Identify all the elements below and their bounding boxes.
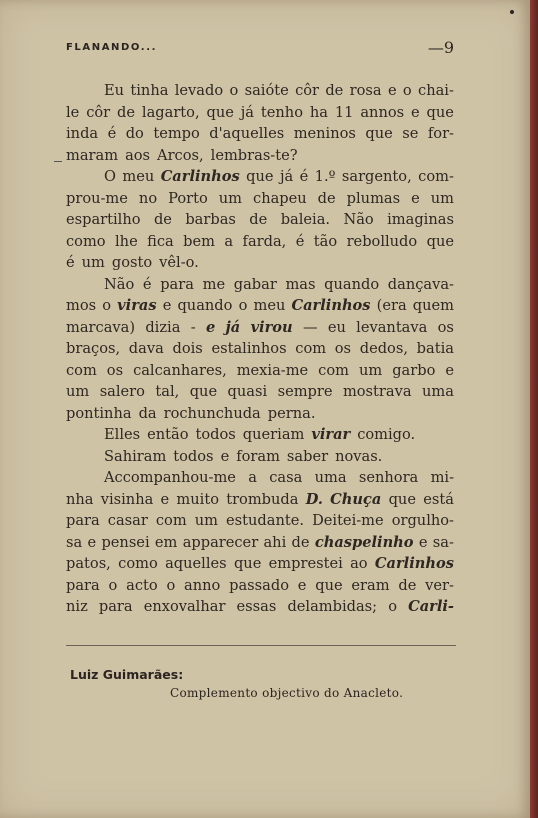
word: a xyxy=(224,232,234,250)
text-line xyxy=(66,274,454,296)
word: mostrava xyxy=(342,383,412,400)
word: le xyxy=(66,103,80,121)
word: e xyxy=(445,361,454,379)
word: anno xyxy=(184,576,221,594)
word: queriam xyxy=(242,426,305,443)
text-line xyxy=(66,403,454,425)
word: quasi xyxy=(227,383,268,400)
word: que xyxy=(246,168,274,185)
word: sempre xyxy=(277,383,333,400)
text-line xyxy=(66,467,454,489)
word: tenho xyxy=(260,103,303,121)
word: foram xyxy=(236,447,280,465)
word: saióte xyxy=(244,82,289,99)
word: patos, xyxy=(66,555,111,572)
word: Não xyxy=(104,275,135,293)
word: quando xyxy=(177,297,233,314)
word: o xyxy=(388,598,397,615)
text-line xyxy=(66,295,454,317)
word: Carlinhos xyxy=(160,168,240,185)
word: côr xyxy=(295,82,320,99)
word: com xyxy=(318,361,349,379)
word: Carli- xyxy=(408,598,454,615)
word: levado xyxy=(174,82,224,99)
word: para xyxy=(66,576,100,594)
word: baleia. xyxy=(280,211,331,228)
text-line xyxy=(66,532,454,554)
word: lembras-te? xyxy=(210,146,298,164)
footnote-author: Luiz Guimarães: xyxy=(70,667,184,682)
word: o xyxy=(166,576,176,594)
word: tempo xyxy=(153,125,200,142)
word: em xyxy=(154,533,178,551)
word: os xyxy=(437,318,454,336)
running-header xyxy=(66,38,456,60)
word: Não xyxy=(343,211,374,228)
word: o xyxy=(238,297,248,314)
word: meu xyxy=(122,168,155,185)
word: mas xyxy=(285,275,316,293)
word: sa- xyxy=(432,533,454,551)
word: o xyxy=(108,576,118,594)
word: 1.º xyxy=(314,168,336,185)
word: emprestei xyxy=(268,555,343,572)
word: - xyxy=(190,318,196,336)
word: para xyxy=(98,598,133,615)
word: está xyxy=(423,490,454,508)
word: já xyxy=(279,168,294,185)
word: gabar xyxy=(233,275,277,293)
word: ver- xyxy=(425,576,454,594)
running-title: FLANANDO... xyxy=(66,42,157,53)
text-line xyxy=(66,575,454,597)
word: 11 xyxy=(334,103,354,121)
margin-mark xyxy=(54,161,62,162)
word: essas xyxy=(236,598,277,615)
word: d'aquelles xyxy=(209,125,285,142)
word: o xyxy=(102,297,112,314)
word: saber xyxy=(286,447,329,465)
word: e xyxy=(297,576,307,594)
word: que xyxy=(206,103,234,121)
word: aquelles xyxy=(165,555,227,572)
body-text xyxy=(66,80,454,618)
word: imaginas xyxy=(387,211,454,228)
word: ahi xyxy=(263,533,287,551)
word: Carlinhos xyxy=(374,555,454,572)
word: mi- xyxy=(430,469,454,486)
footnote-rule xyxy=(66,645,456,646)
word: niz xyxy=(66,598,88,615)
word: já xyxy=(240,103,254,121)
word: de xyxy=(325,82,344,99)
text-line xyxy=(66,252,454,274)
word: com xyxy=(295,340,327,357)
word: bem xyxy=(183,232,215,250)
word: rochunchuda xyxy=(163,404,261,422)
text-line xyxy=(66,123,454,145)
word: plumas xyxy=(346,189,401,207)
word: lhe xyxy=(115,232,138,250)
word: e xyxy=(162,297,172,314)
word: estalinhos xyxy=(211,340,287,357)
word: Elles xyxy=(104,426,141,443)
word: orgulho- xyxy=(391,512,454,529)
word: enxovalhar xyxy=(143,598,226,615)
word: é xyxy=(66,254,75,271)
text-line xyxy=(66,381,454,403)
word: sa xyxy=(66,533,83,551)
word: Sahiram xyxy=(104,447,167,465)
word: delambidas; xyxy=(287,598,378,615)
word: que xyxy=(189,383,218,400)
word: como xyxy=(118,555,158,572)
word: é xyxy=(295,232,305,250)
word: e xyxy=(411,189,420,207)
word: perna. xyxy=(267,404,316,422)
word: de xyxy=(317,189,336,207)
word: dava xyxy=(128,340,164,357)
text-line xyxy=(66,188,454,210)
word: nha xyxy=(66,490,94,508)
word: rebolludo xyxy=(346,232,418,250)
word: estudante. xyxy=(226,512,305,529)
word: casar xyxy=(107,512,148,529)
word: tinha xyxy=(130,82,169,99)
word: já xyxy=(225,318,241,336)
word: D. xyxy=(305,490,323,508)
word: dois xyxy=(172,340,203,357)
word: uma xyxy=(314,469,347,486)
word: maram xyxy=(66,146,119,164)
word: virar xyxy=(311,426,351,443)
word: ao xyxy=(350,555,368,572)
word: Accompanhou-me xyxy=(104,469,236,486)
word: uma xyxy=(421,383,454,400)
word: do xyxy=(125,125,144,142)
word: annos xyxy=(360,103,405,121)
text-line xyxy=(66,360,454,382)
word: muito xyxy=(176,490,219,508)
word: com xyxy=(66,361,97,379)
word: côr xyxy=(86,103,111,121)
word: para xyxy=(160,275,194,293)
word: meu xyxy=(253,297,286,314)
word: ha xyxy=(309,103,328,121)
word: — xyxy=(302,318,318,336)
text-line xyxy=(66,102,454,124)
word: para xyxy=(66,512,100,529)
text-line xyxy=(66,80,454,102)
word: mexia-me xyxy=(236,361,309,379)
text-line xyxy=(66,446,454,468)
word: visinha xyxy=(100,490,154,508)
word: pensei xyxy=(101,533,150,551)
word: aos xyxy=(125,146,151,164)
text-line xyxy=(66,231,454,253)
word: garbo xyxy=(392,361,436,379)
word: levantava xyxy=(356,318,428,336)
text-line xyxy=(66,424,454,446)
word: me xyxy=(202,275,226,293)
word: dizia xyxy=(145,318,181,336)
word: de xyxy=(153,211,172,228)
word: e xyxy=(220,447,230,465)
word: Carlinhos xyxy=(291,297,371,314)
word: Eu xyxy=(104,82,125,99)
word: que xyxy=(388,490,416,508)
word: braços, xyxy=(66,340,121,357)
word: o xyxy=(402,82,412,99)
word: um xyxy=(81,254,105,271)
word: o xyxy=(229,82,239,99)
word: for- xyxy=(427,125,454,142)
word: gosto xyxy=(111,254,153,271)
word: farda, xyxy=(242,232,287,250)
text-line xyxy=(66,489,454,511)
footnote-text: Complemento objectivo do Anacleto. xyxy=(170,686,404,700)
word: é xyxy=(107,125,117,142)
word: passado xyxy=(229,576,289,594)
word: quem xyxy=(412,297,454,314)
word: rosa xyxy=(349,82,382,99)
word: de xyxy=(291,533,310,551)
word: e xyxy=(205,318,216,336)
word: todos xyxy=(195,426,236,443)
word: e xyxy=(160,490,170,508)
word: da xyxy=(138,404,157,422)
word: os xyxy=(334,340,352,357)
word: inda xyxy=(66,125,99,142)
word: e xyxy=(387,82,397,99)
word: e xyxy=(87,533,97,551)
text-line xyxy=(66,510,454,532)
text-line xyxy=(66,166,454,188)
word: então xyxy=(147,426,189,443)
text-line xyxy=(66,596,454,618)
ink-speck xyxy=(510,10,514,14)
word: senhora xyxy=(358,469,419,486)
word: lagarto, xyxy=(141,103,200,121)
word: e xyxy=(418,533,428,551)
word: chapeu xyxy=(253,189,307,207)
page-number: —9 xyxy=(427,38,454,57)
word: trombuda xyxy=(226,490,299,508)
word: novas. xyxy=(335,447,383,465)
text-line xyxy=(66,145,454,167)
word: um xyxy=(430,189,454,207)
word: tão xyxy=(313,232,338,250)
word: Chuça xyxy=(330,490,382,508)
word: Deitei-me xyxy=(312,512,384,529)
word: virou xyxy=(250,318,293,336)
word: um xyxy=(358,361,383,379)
word: casa xyxy=(269,469,303,486)
word: mos xyxy=(66,297,97,314)
word: chaspelinho xyxy=(314,533,414,551)
word: a xyxy=(248,469,257,486)
word: que xyxy=(426,232,454,250)
word: dedos, xyxy=(359,340,408,357)
text-line xyxy=(66,209,454,231)
word: (era xyxy=(376,297,407,314)
text-line xyxy=(66,338,454,360)
word: fica xyxy=(147,232,174,250)
word: O xyxy=(104,168,116,185)
word: é xyxy=(299,168,309,185)
word: viras xyxy=(117,297,157,314)
word: chai- xyxy=(418,82,454,99)
word: apparecer xyxy=(182,533,259,551)
word: comigo. xyxy=(357,426,416,443)
word: dançava- xyxy=(387,275,454,293)
word: é xyxy=(142,275,152,293)
word: calcanhares, xyxy=(133,361,227,379)
word: espartilho xyxy=(66,211,141,228)
word: que xyxy=(426,103,454,121)
text-line xyxy=(66,317,454,339)
word: barbas xyxy=(185,211,236,228)
word: eram xyxy=(351,576,390,594)
word: marcava) xyxy=(66,318,136,336)
word: quando xyxy=(324,275,380,293)
word: Porto xyxy=(168,189,208,207)
word: de xyxy=(117,103,136,121)
text-line xyxy=(66,553,454,575)
word: como xyxy=(66,232,106,250)
word: no xyxy=(138,189,158,207)
word: com xyxy=(155,512,187,529)
word: um xyxy=(218,189,243,207)
word: todos xyxy=(173,447,214,465)
word: pontinha xyxy=(66,404,132,422)
word: de xyxy=(249,211,268,228)
word: que xyxy=(365,125,393,142)
word: vêl-o. xyxy=(159,254,199,271)
word: batia xyxy=(416,340,454,357)
word: meninos xyxy=(293,125,356,142)
word: um xyxy=(66,383,90,400)
word: que xyxy=(233,555,262,572)
word: Arcos, xyxy=(157,146,204,164)
word: se xyxy=(402,125,419,142)
word: e xyxy=(411,103,420,121)
word: os xyxy=(106,361,124,379)
word: sargento, xyxy=(341,168,412,185)
word: um xyxy=(194,512,218,529)
word: prou-me xyxy=(66,189,128,207)
word: acto xyxy=(126,576,158,594)
word: tal, xyxy=(155,383,180,400)
word: que xyxy=(315,576,343,594)
word: de xyxy=(398,576,417,594)
word: salero xyxy=(99,383,145,400)
word: eu xyxy=(327,318,346,336)
book-spine-edge xyxy=(530,0,538,818)
word: com- xyxy=(418,168,454,185)
